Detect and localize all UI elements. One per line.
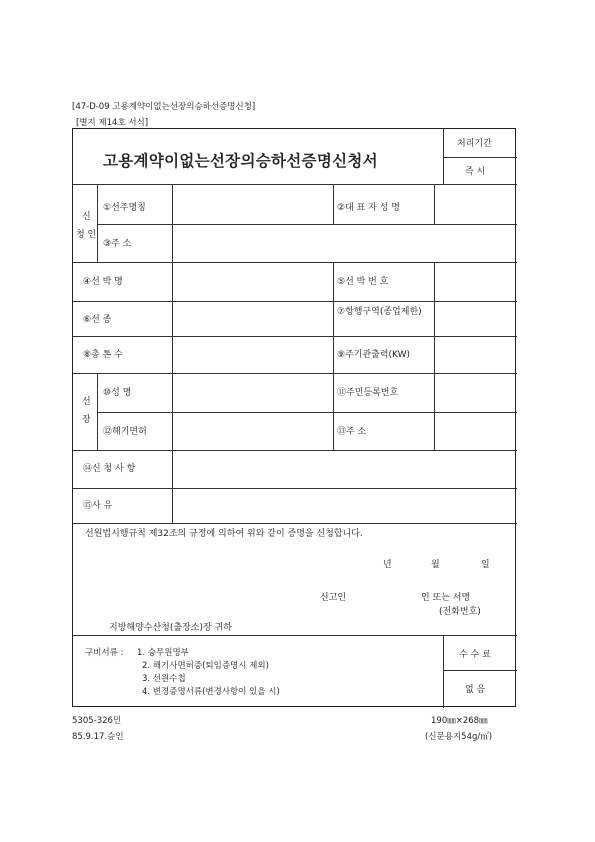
line (333, 184, 334, 224)
date-month: 월 (431, 560, 440, 570)
address-label: ③주 소 (103, 239, 132, 249)
footer-size: 190㎜×268㎜ (431, 716, 488, 726)
date-day: 일 (481, 560, 490, 570)
line (333, 262, 334, 450)
footer-code: 5305-326민 (72, 716, 122, 726)
line (73, 184, 517, 185)
footer-paper: (신문용지54g/㎡) (425, 732, 493, 742)
fee-label: 수 수 료 (459, 650, 491, 660)
representative-label: ②대 표 자 성 명 (337, 203, 400, 213)
document-item: 4. 변경증명서류(변경사항이 있을 시) (142, 687, 280, 697)
line (97, 224, 517, 225)
owner-name-label: ①선주명칭 (103, 203, 146, 213)
document-item: 1. 승무원명부 (137, 648, 189, 658)
document-item: 3. 선원수첩 (142, 674, 186, 684)
signature-label: 인 또는 서명 (421, 593, 471, 603)
captain-address-label: ⑬주 소 (337, 427, 367, 437)
application-matters-label: ⑭신 청 사 항 (83, 464, 136, 474)
processing-period-value: 즉 시 (465, 167, 486, 177)
footer-approval: 85.9.17.승인 (72, 732, 124, 742)
line (434, 184, 435, 224)
ship-number-label: ⑤선 박 번 호 (337, 277, 389, 287)
line (97, 412, 517, 413)
resident-number-label: ⑪주민등록번호 (337, 388, 399, 398)
form-title: 고용계약이없는선장의승하선증명신청서 (103, 152, 378, 170)
reason-label: ⑮사 유 (83, 501, 113, 511)
phone-label: (전화번호) (439, 607, 481, 617)
form-code-line: [47-D-09 고용계약이없는선장의승하선증명신청] (72, 102, 256, 112)
fee-value: 없 음 (465, 685, 486, 695)
ship-name-label: ④선 박 명 (83, 277, 123, 287)
line (443, 670, 517, 671)
license-label: ⑫해기면허 (103, 427, 147, 437)
line (73, 450, 517, 451)
captain-group-label: 장 (82, 415, 91, 425)
engine-output-label: ⑨주기관출력(KW) (337, 350, 411, 360)
statement-text: 선원법시행규칙 제32조의 규정에 의하여 위와 같이 증명을 신청합니다. (85, 529, 363, 539)
processing-period-label: 처리기간 (457, 139, 492, 149)
line (73, 523, 517, 524)
line (97, 184, 98, 262)
applicant-group-label: 청 인 (76, 230, 97, 240)
line (172, 184, 173, 523)
line (73, 488, 517, 489)
application-form (72, 128, 516, 707)
annex-line: [별지 제14호 서식] (76, 118, 149, 128)
gross-tonnage-label: ⑧총 톤 수 (83, 350, 123, 360)
captain-group-label: 선 (82, 397, 91, 407)
addressee: 지방해양수산청(출장소)장 귀하 (109, 623, 232, 633)
line (73, 635, 517, 636)
line (97, 373, 98, 450)
line (73, 262, 517, 263)
document-item: 2. 해기사면허증(퇴임증명시 제외) (142, 661, 269, 671)
line (73, 301, 517, 302)
date-year: 년 (383, 560, 392, 570)
line (443, 129, 444, 184)
navigation-area-label: ⑦항행구역(종업제한) (337, 307, 422, 317)
line (73, 373, 517, 374)
documents-label: 구비서류 : (85, 648, 124, 658)
applicant-label: 신고인 (320, 593, 347, 603)
line (434, 262, 435, 450)
ship-type-label: ⑥선 종 (83, 315, 112, 325)
line (73, 336, 517, 337)
applicant-group-label: 신 (82, 212, 91, 222)
line (443, 635, 444, 708)
captain-name-label: ⑩성 명 (103, 388, 132, 398)
line (443, 157, 517, 158)
